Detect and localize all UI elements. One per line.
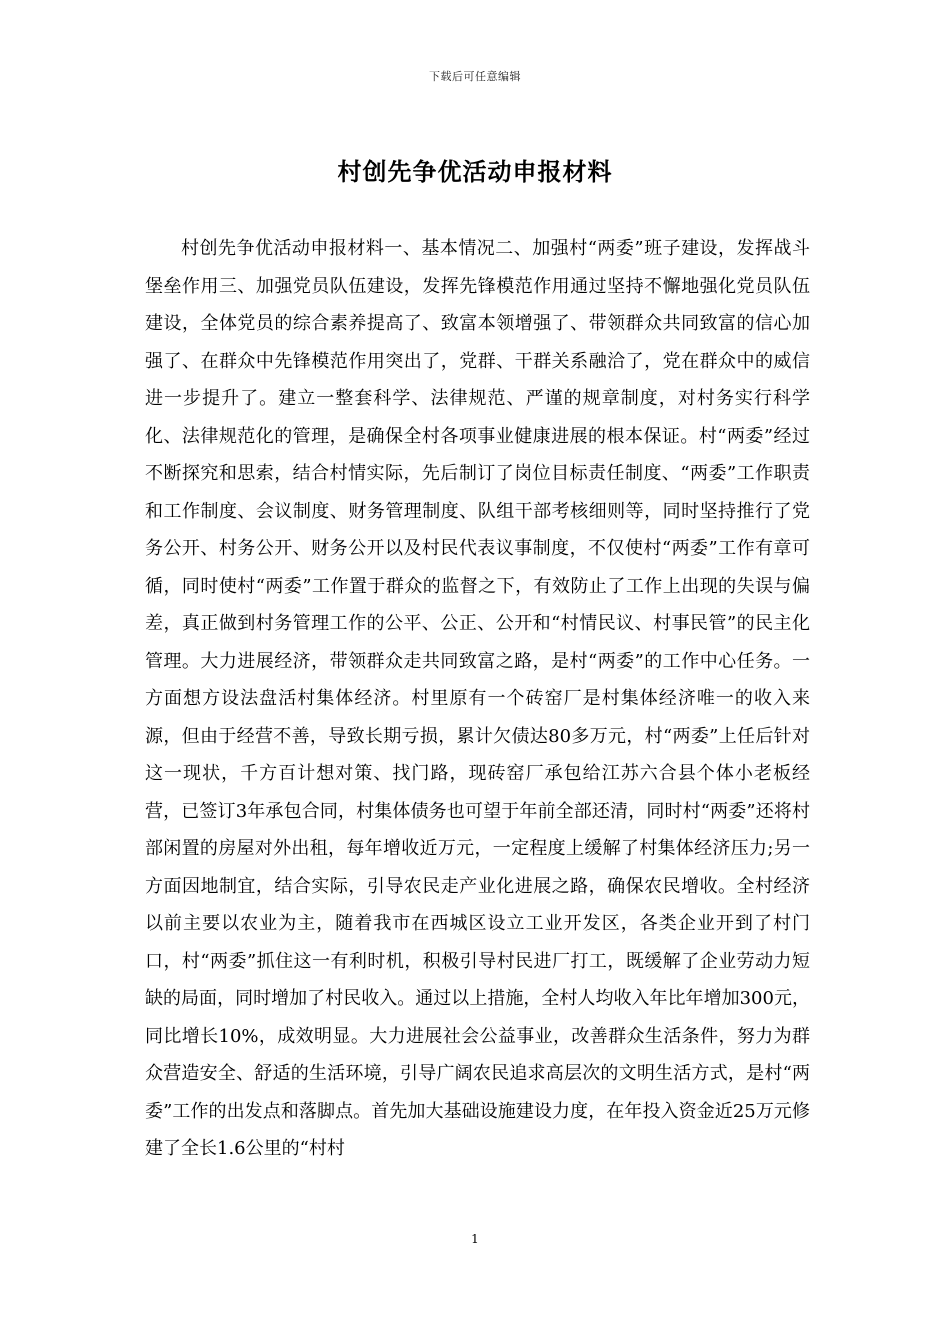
page-number: 1 xyxy=(471,1232,479,1246)
body-paragraph: 村创先争优活动申报材料一、基本情况二、加强村“两委”班子建设，发挥战斗堡垒作用三、加强党员队伍建设，发挥先锋模范作用通过坚持不懈地强化党员队伍建设，全体党员的综合素养提高了、致富本领增强了、带领群众共同致富的信心加强了、在群众中先锋模范作用突出了，党群、干群关系融洽了，党在群众中的威信进一步提升了。建立一整套科学、法律规范、严谨的规章制度，对村务实行科学化、法律规范化的管理，是确保全村各项事业健康进展的根本保证。村“两委”经过不断探究和思索，结合村情实际，先后制订了岗位目标责任制度、“两委”工作职责和工作制度、会议制度、财务管理制度、队组干部考核细则等，同时坚持推行了党务公开、村务公开、财务公开以及村民代表议事制度，不仅使村“两委”工作有章可循，同时使村“两委”工作置于群众的监督之下，有效防止了工作上出现的失误与偏差，真正做到村务管理工作的公平、公正、公开和“村情民议、村事民管”的民主化管理。大力进展经济，带领群众走共同致富之路，是村“两委”的工作中心任务。一方面想方设法盘活村集体经济。村里原有一个砖窑厂是村集体经济唯一的收入来源，但由于经营不善，导致长期亏损，累计欠债达80多万元，村“两委”上任后针对这一现状，千方百计想对策、找门路，现砖窑厂承包给江苏六合县个体小老板经营，已签订3年承包合同，村集体债务也可望于年前全部还清，同时村“两委”还将村部闲置的房屋对外出租，每年增收近万元，一定程度上缓解了村集体经济压力;另一方面因地制宜，结合实际，引导农民走产业化进展之路，确保农民增收。全村经济以前主要以农业为主，随着我市在西城区设立工业开发区，各类企业开到了村门口，村“两委”抓住这一有利时机，积极引导村民进厂打工，既缓解了企业劳动力短缺的局面，同时增加了村民收入。通过以上措施，全村人均收入年比年增加300元，同比增长10%，成效明显。大力进展社会公益事业，改善群众生活条件，努力为群众营造安全、舒适的生活环境，引导广阔农民追求高层次的文明生活方式，是村“两委”工作的出发点和落脚点。首先加大基础设施建设力度，在年投入资金近25万元修建了全长1.6公里的“村村 xyxy=(145,238,810,1159)
header-note: 下载后可任意编辑 xyxy=(429,70,521,83)
document-title: 村创先争优活动申报材料 xyxy=(337,157,613,186)
